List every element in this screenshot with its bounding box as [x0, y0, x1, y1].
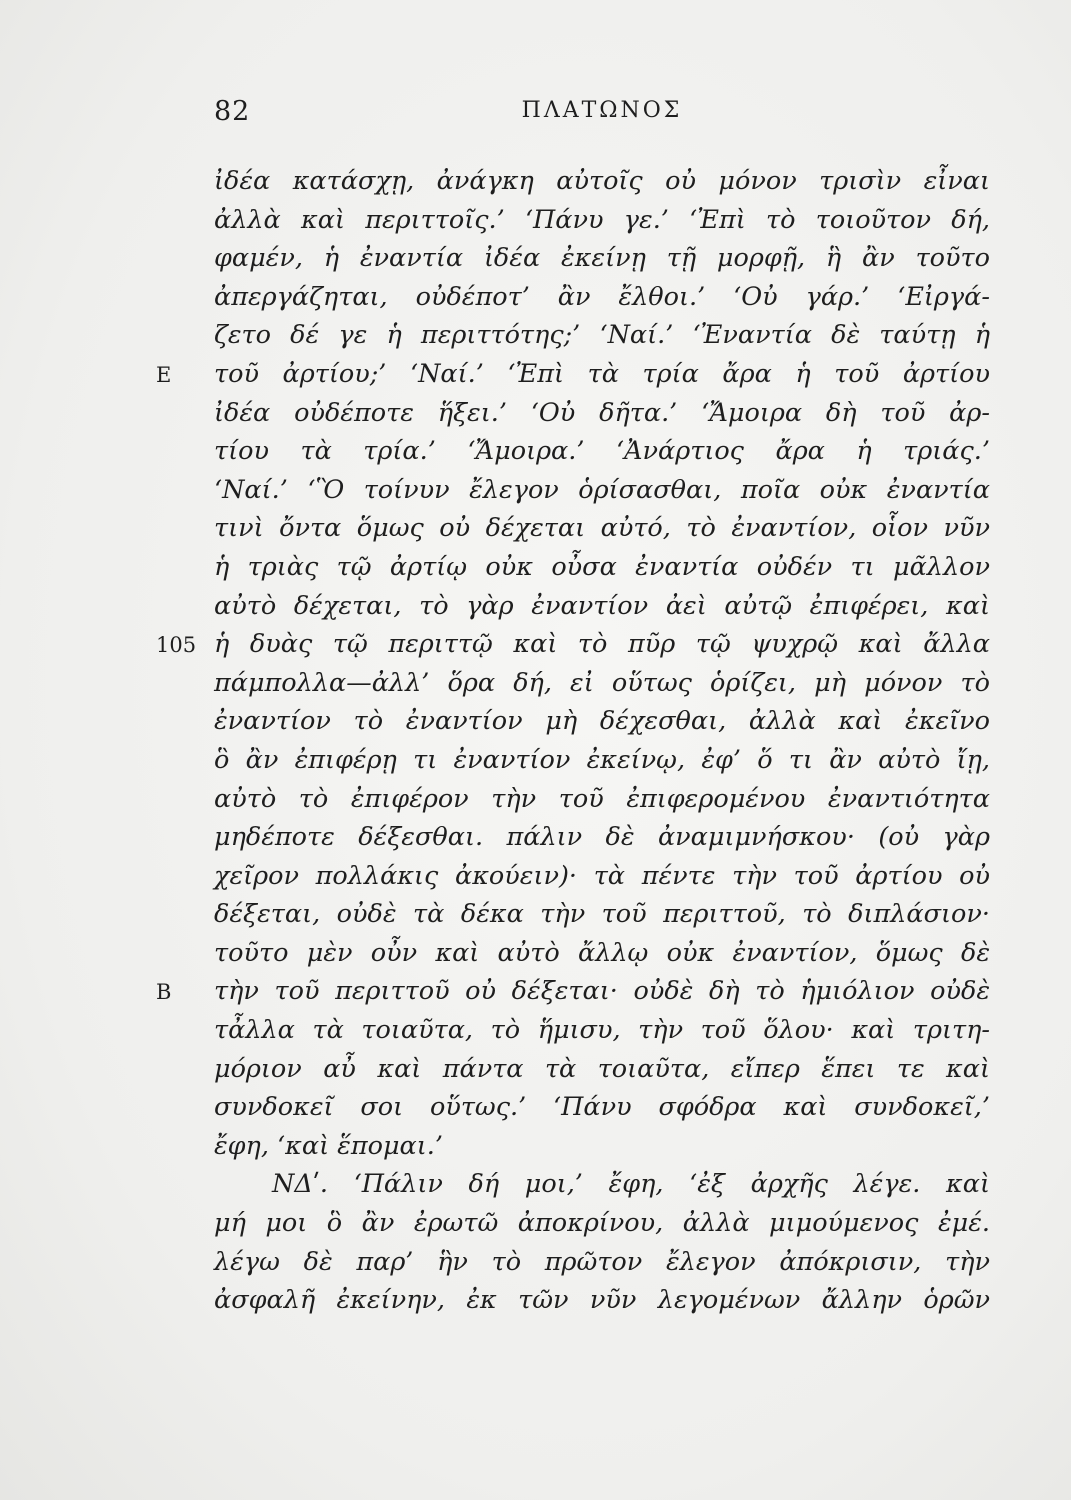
text-line — [214, 432, 990, 471]
margin-reference: E — [156, 362, 172, 387]
text-line — [156, 972, 990, 1011]
text-line — [214, 471, 990, 510]
text-line — [214, 1088, 990, 1127]
line-text: ἔφη, ‘καὶ ἕπομαι.’ — [214, 1130, 443, 1161]
line-text: μόριον αὖ καὶ πάντα τὰ τοιαῦτα, εἴπερ ἕπει τε καὶ — [214, 1053, 990, 1084]
line-text: ἡ τριὰς τῷ ἀρτίῳ οὐκ οὖσα ἐναντία οὐδέν τι μᾶλλον — [214, 551, 990, 582]
text-line — [214, 1127, 990, 1166]
line-text: ἰδέα οὐδέποτε ἥξει.’ ‘Οὐ δῆτα.’ ‘Ἄμοιρα δὴ τοῦ ἀρ- — [214, 397, 990, 428]
text-line — [214, 1050, 990, 1089]
text-line — [214, 316, 990, 355]
text-line — [214, 278, 990, 317]
text-line — [214, 702, 990, 741]
text-line — [214, 780, 990, 819]
text-line — [214, 818, 990, 857]
line-text: ‘Ναί.’ ‘Ὃ τοίνυν ἔλεγον ὁρίσασθαι, ποῖα οὐκ ἐναντία — [214, 474, 990, 505]
text-line — [214, 239, 990, 278]
line-text: τοῦτο μὲν οὖν καὶ αὐτὸ ἄλλῳ οὐκ ἐναντίον, ὅμως δὲ — [214, 937, 990, 968]
line-text: ΝΔʹ. ‘Πάλιν δή μοι,’ ἔφη, ‘ἐξ ἀρχῆς λέγε. καὶ — [272, 1169, 990, 1200]
line-text: λέγω δὲ παρ’ ἣν τὸ πρῶτον ἔλεγον ἀπόκρισιν, τὴν — [214, 1246, 990, 1277]
margin-reference: B — [156, 980, 172, 1005]
page-number: 82 — [214, 96, 251, 127]
line-text: ἐναντίον τὸ ἐναντίον μὴ δέχεσθαι, ἀλλὰ καὶ ἐκεῖνο — [214, 706, 990, 737]
line-text: ζετο δέ γε ἡ περιττότης;’ ‘Ναί.’ ‘Ἐναντία δὲ ταύτῃ ἡ — [214, 320, 990, 351]
text-line — [156, 355, 990, 394]
text-line — [156, 625, 990, 664]
line-text: πάμπολλα—ἀλλ’ ὅρα δή, εἰ οὕτως ὁρίζει, μὴ μόνον τὸ — [214, 667, 990, 698]
text-line — [214, 162, 990, 201]
text-line — [214, 587, 990, 626]
line-text: αὐτὸ δέχεται, τὸ γὰρ ἐναντίον ἀεὶ αὐτῷ ἐπιφέρει, καὶ — [214, 590, 990, 621]
text-line — [214, 741, 990, 780]
line-text: ἀλλὰ καὶ περιττοῖς.’ ‘Πάνυ γε.’ ‘Ἐπὶ τὸ τοιοῦτον δή, — [214, 204, 990, 235]
text-line — [214, 857, 990, 896]
line-text: τἆλλα τὰ τοιαῦτα, τὸ ἥμισυ, τὴν τοῦ ὅλου· καὶ τριτη- — [214, 1015, 990, 1046]
line-text: αὐτὸ τὸ ἐπιφέρον τὴν τοῦ ἐπιφερομένου ἐναντιότητα — [214, 783, 990, 814]
text-line — [214, 934, 990, 973]
line-text: τὴν τοῦ περιττοῦ οὐ δέξεται· οὐδὲ δὴ τὸ ἡμιόλιον οὐδὲ — [214, 976, 990, 1007]
line-text: μηδέποτε δέξεσθαι. πάλιν δὲ ἀναμιμνήσκου· (οὐ γὰρ — [214, 822, 990, 853]
text-line — [214, 509, 990, 548]
text-line — [214, 1243, 990, 1282]
line-text: ἀσφαλῆ ἐκείνην, ἐκ τῶν νῦν λεγομένων ἄλλην ὁρῶν — [214, 1285, 990, 1316]
line-text: ὃ ἂν ἐπιφέρῃ τι ἐναντίον ἐκείνῳ, ἐφ’ ὅ τι ἂν αὐτὸ ἴῃ, — [214, 744, 990, 775]
running-title: ΠΛΑΤΩΝΟΣ — [521, 98, 683, 123]
text-line — [214, 1204, 990, 1243]
text-line — [214, 1281, 990, 1320]
line-text: ἀπεργάζηται, οὐδέποτ’ ἂν ἔλθοι.’ ‘Οὐ γάρ.’ ‘Εἰργά- — [214, 281, 990, 312]
page-header — [214, 96, 990, 136]
body-text — [156, 162, 990, 1320]
text-line — [214, 895, 990, 934]
margin-reference: 105 — [156, 633, 197, 658]
line-text: ἰδέα κατάσχῃ, ἀνάγκη αὐτοῖς οὐ μόνον τρισὶν εἶναι — [214, 166, 990, 196]
line-text: χεῖρον πολλάκις ἀκούειν)· τὰ πέντε τὴν τοῦ ἀρτίου οὐ — [214, 860, 990, 891]
line-text: μή μοι ὃ ἂν ἐρωτῶ ἀποκρίνου, ἀλλὰ μιμούμενος ἐμέ. — [214, 1208, 990, 1239]
line-text: τοῦ ἀρτίου;’ ‘Ναί.’ ‘Ἐπὶ τὰ τρία ἄρα ἡ τοῦ ἀρτίου — [214, 358, 990, 389]
text-line — [214, 1011, 990, 1050]
line-text: συνδοκεῖ σοι οὕτως.’ ‘Πάνυ σφόδρα καὶ συνδοκεῖ,’ — [214, 1092, 990, 1123]
line-text: ἡ δυὰς τῷ περιττῷ καὶ τὸ πῦρ τῷ ψυχρῷ καὶ ἄλλα — [214, 629, 990, 660]
text-line — [214, 201, 990, 240]
line-text: φαμέν, ἡ ἐναντία ἰδέα ἐκείνῃ τῇ μορφῇ, ἣ ἂν τοῦτο — [214, 243, 990, 274]
line-text: τίου τὰ τρία.’ ‘Ἄμοιρα.’ ‘Ἀνάρτιος ἄρα ἡ τριάς.’ — [214, 436, 990, 467]
line-text: τινὶ ὄντα ὅμως οὐ δέχεται αὐτό, τὸ ἐναντίον, οἷον νῦν — [214, 513, 990, 544]
text-line — [214, 394, 990, 433]
text-line — [214, 548, 990, 587]
text-line — [214, 664, 990, 703]
text-line — [214, 1165, 990, 1204]
line-text: δέξεται, οὐδὲ τὰ δέκα τὴν τοῦ περιττοῦ, τὸ διπλάσιον· — [214, 899, 990, 930]
